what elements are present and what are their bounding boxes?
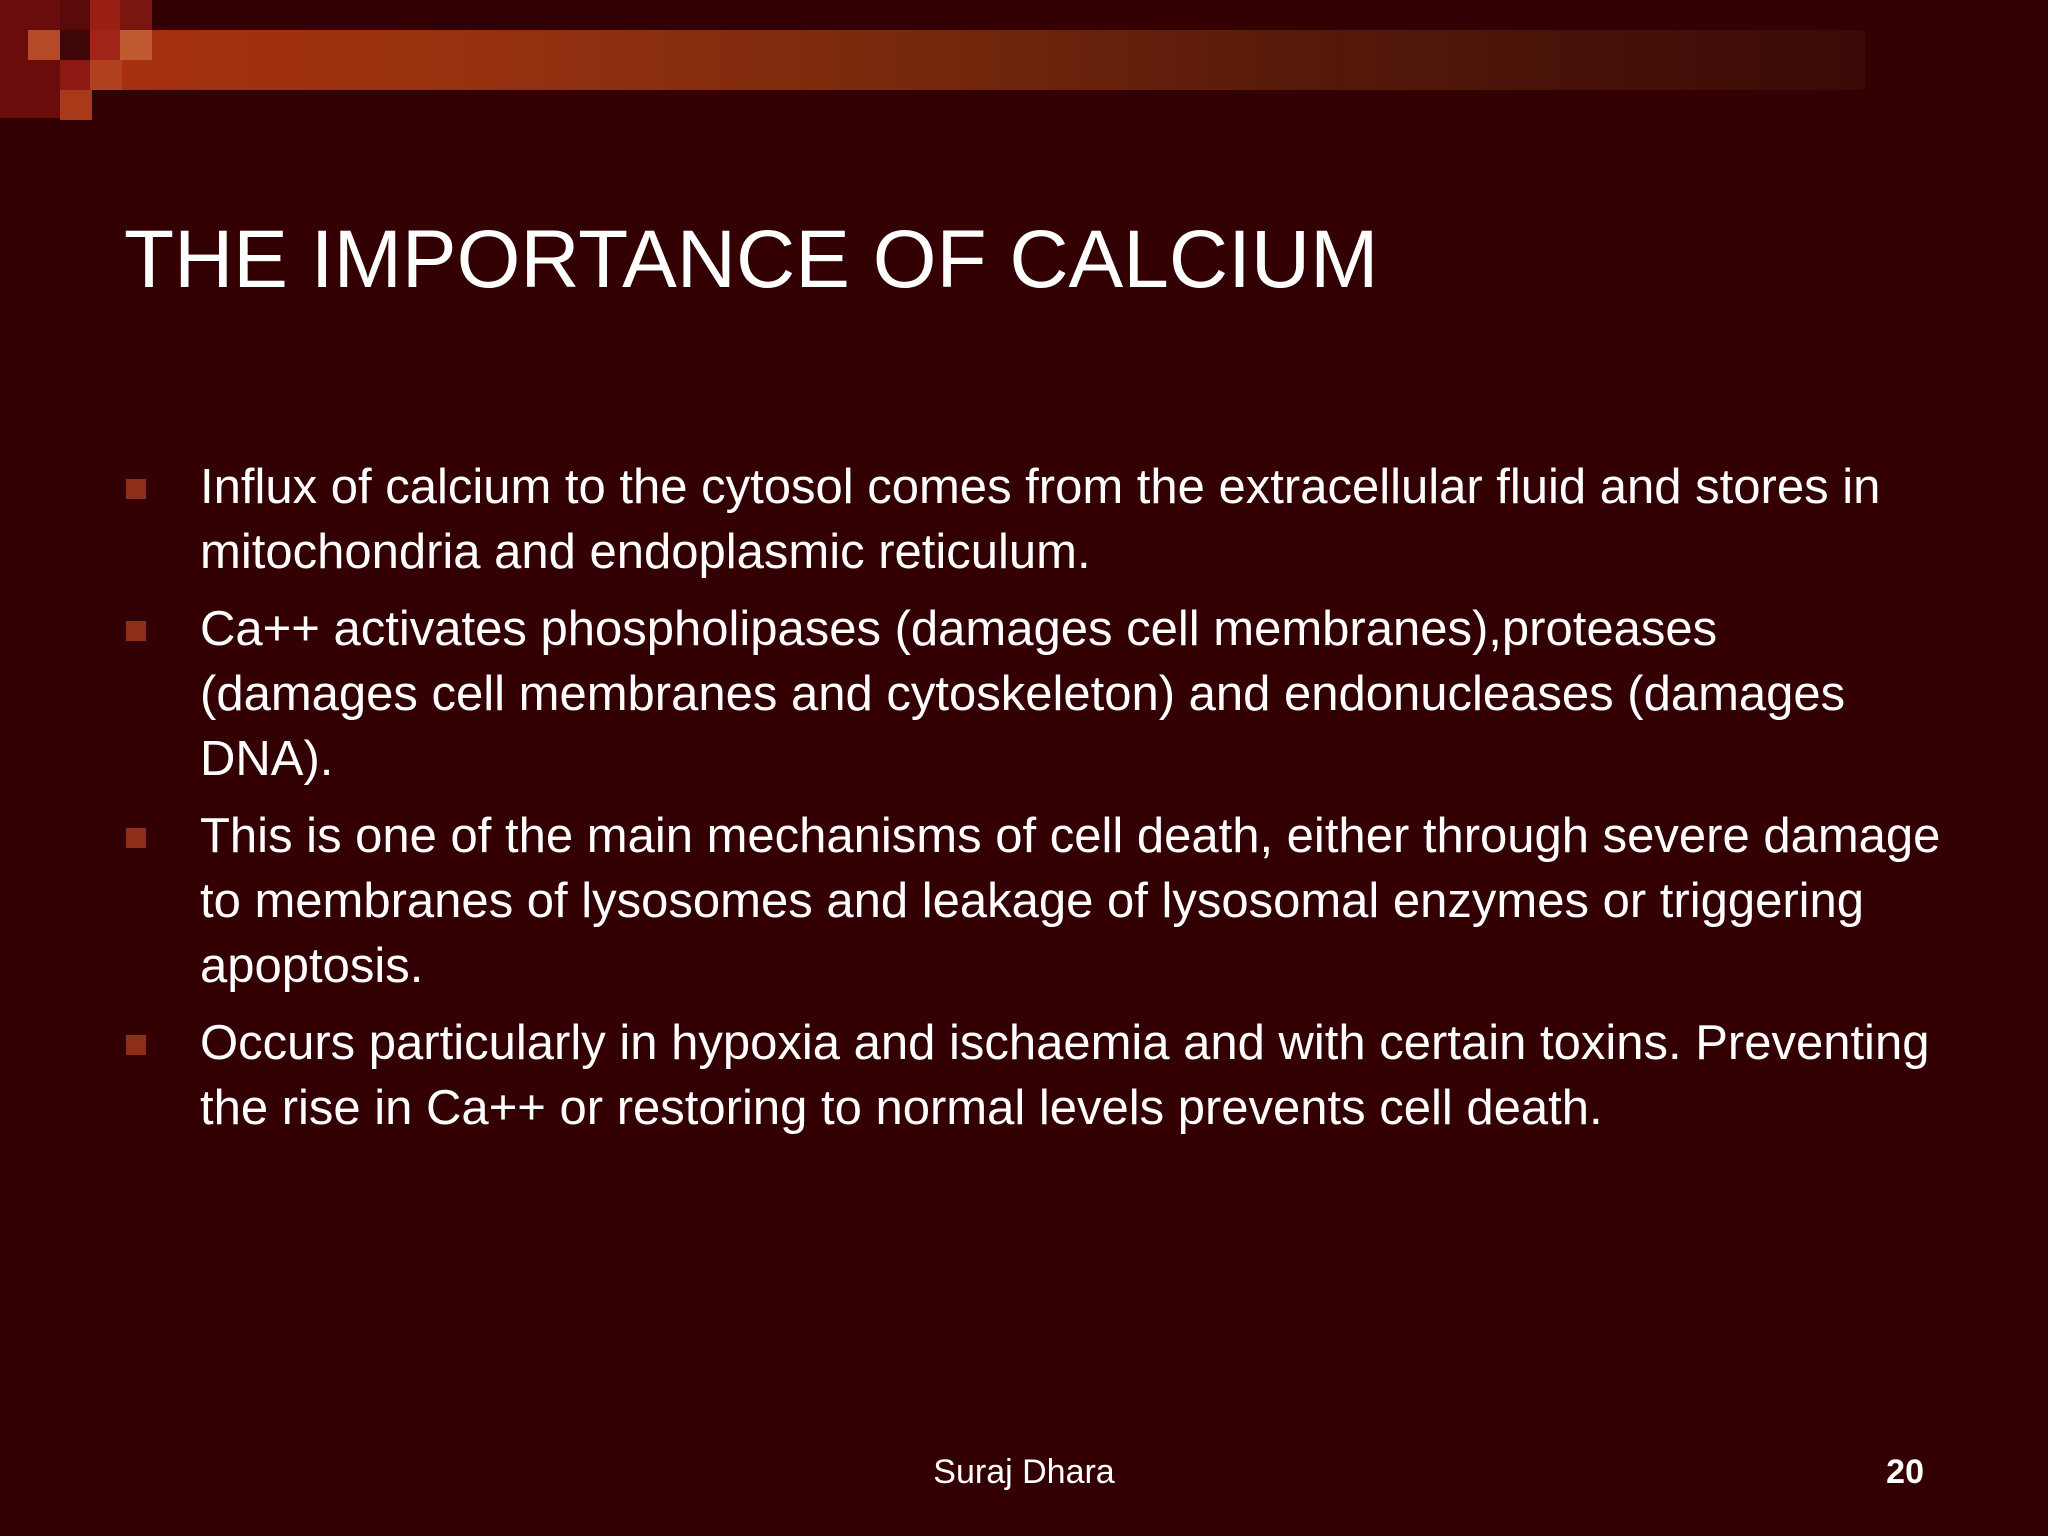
decor-square — [120, 0, 152, 30]
slide-title: THE IMPORTANCE OF CALCIUM — [124, 214, 1379, 305]
page-number: 20 — [1886, 1453, 1924, 1491]
square-bullet-icon — [126, 1035, 146, 1055]
bullet-text: This is one of the main mechanisms of cell death, either through severe damage to membranes of lysosomes and leakage of lysosomal enzymes or triggering apoptosis. — [200, 809, 1941, 993]
decor-square — [90, 0, 120, 30]
square-bullet-icon — [126, 828, 146, 848]
square-bullet-icon — [126, 621, 146, 641]
footer-author: Suraj Dhara — [933, 1453, 1115, 1491]
decor-square — [120, 30, 152, 60]
bullet-item — [124, 804, 1944, 999]
square-bullet-icon — [126, 479, 146, 499]
decor-square — [90, 60, 122, 90]
bullet-text: Influx of calcium to the cytosol comes from the extracellular fluid and stores in mitochondria and endoplasmic reticulum. — [200, 460, 1881, 579]
bullet-text: Ca++ activates phospholipases (damages cell membranes),proteases (damages cell membranes and cytoskeleton) and endonucleases (damages DNA). — [200, 602, 1846, 786]
decor-square — [28, 30, 60, 60]
bullet-list — [124, 455, 1944, 1153]
decor-square — [60, 0, 90, 30]
bullet-text: Occurs particularly in hypoxia and ischaemia and with certain toxins. Preventing the rise in Ca++ or restoring to normal levels prevents cell death. — [200, 1016, 1930, 1135]
bullet-item — [124, 1011, 1944, 1141]
bullet-item — [124, 597, 1944, 792]
decor-square — [60, 90, 92, 120]
bullet-item — [124, 455, 1944, 585]
decor-square — [60, 30, 90, 60]
header-banner — [60, 30, 1865, 90]
decor-square — [60, 60, 90, 90]
decor-square — [90, 30, 120, 60]
